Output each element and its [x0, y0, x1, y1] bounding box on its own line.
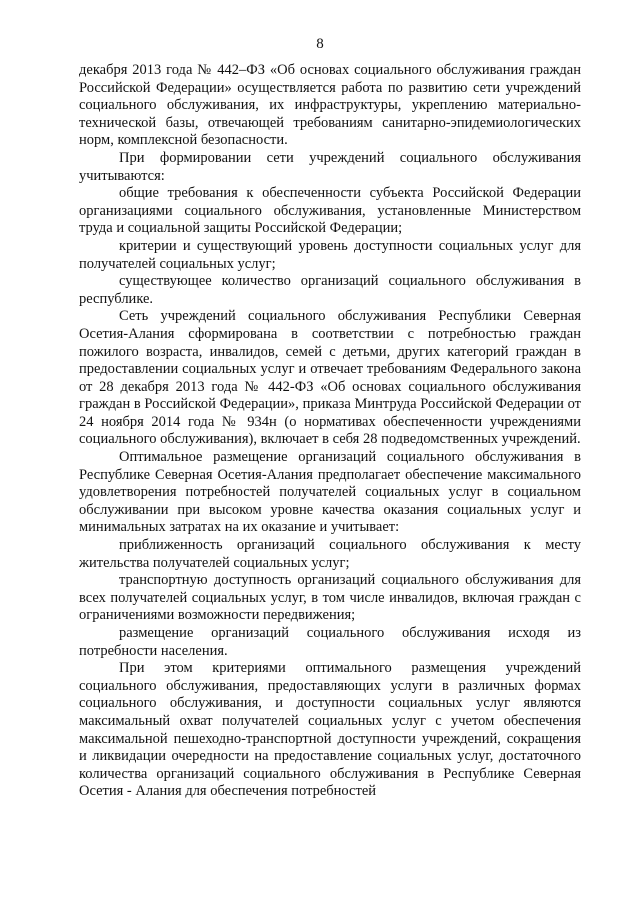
- paragraph-10: размещение организаций социального обслуживания исходя из потребности населения.: [79, 625, 581, 659]
- paragraph-5: существующее количество организаций социального обслуживания в республике.: [79, 273, 581, 307]
- paragraph-3: общие требования к обеспеченности субъекта Российской Федерации организациями социального обслуживания, установленные Министерством труда и социальной защиты Российской Федерации;: [79, 185, 581, 237]
- paragraph-9: транспортную доступность организаций социального обслуживания для всех получателей социальных услуг, в том числе инвалидов, включая граждан с ограничениями возможности передвижения;: [79, 572, 581, 624]
- paragraph-8: приближенность организаций социального обслуживания к месту жительства получателей социальных услуг;: [79, 537, 581, 571]
- paragraph-6: Сеть учреждений социального обслуживания Республики Северная Осетия-Алания сформирована в соответствии с потребностью граждан пожилого возраста, инвалидов, семей с детьми, других категорий граждан в предоставлении социальных услуг и отвечает требованиям Федерального закона от 28 декабря 2013 года № 442-ФЗ «Об основах социального обслуживания граждан в Российской Федерации», приказа Минтруда Российской Федерации от 24 ноября 2014 года № 934н (о нормативах обеспеченности учреждениями социального обслуживания), включает в себя 28 подведомственных учреждений.: [79, 308, 581, 448]
- paragraph-2: При формировании сети учреждений социального обслуживания учитываются:: [79, 149, 581, 184]
- paragraph-1: декабря 2013 года № 442–ФЗ «Об основах социального обслуживания граждан Российской Федерации» осуществляется работа по развитию сети учреждений социального обслуживания, их инфраструктуры, укреплению материально-технической базы, отвечающей требованиям санитарно-эпидемиологических норм, комплексной безопасности.: [79, 62, 581, 149]
- document-body: [79, 62, 581, 801]
- paragraph-4: критерии и существующий уровень доступности социальных услуг для получателей социальных услуг;: [79, 237, 581, 272]
- paragraph-11: При этом критериями оптимального размещения учреждений социального обслуживания, предоставляющих услуги в различных формах социального обслуживания, и доступности социальных услуг являются максимальный охват получателей социальных услуг с учетом обеспечения максимальной пешеходно-транспортной доступности учреждений, сокращения и ликвидации очередности на предоставление социальных услуг, достаточного количества организаций социального обслуживания в Республике Северная Осетия - Алания для обеспечения потребностей: [79, 660, 581, 800]
- paragraph-7: Оптимальное размещение организаций социального обслуживания в Республике Северная Осетия-Алания предполагает обеспечение максимального удовлетворения потребностей получателей социальных услуг в социальном обслуживании при высоком уровне качества оказания социальных услуг и минимальных затратах на их оказание и учитывает:: [79, 449, 581, 536]
- page-number: 8: [316, 36, 324, 52]
